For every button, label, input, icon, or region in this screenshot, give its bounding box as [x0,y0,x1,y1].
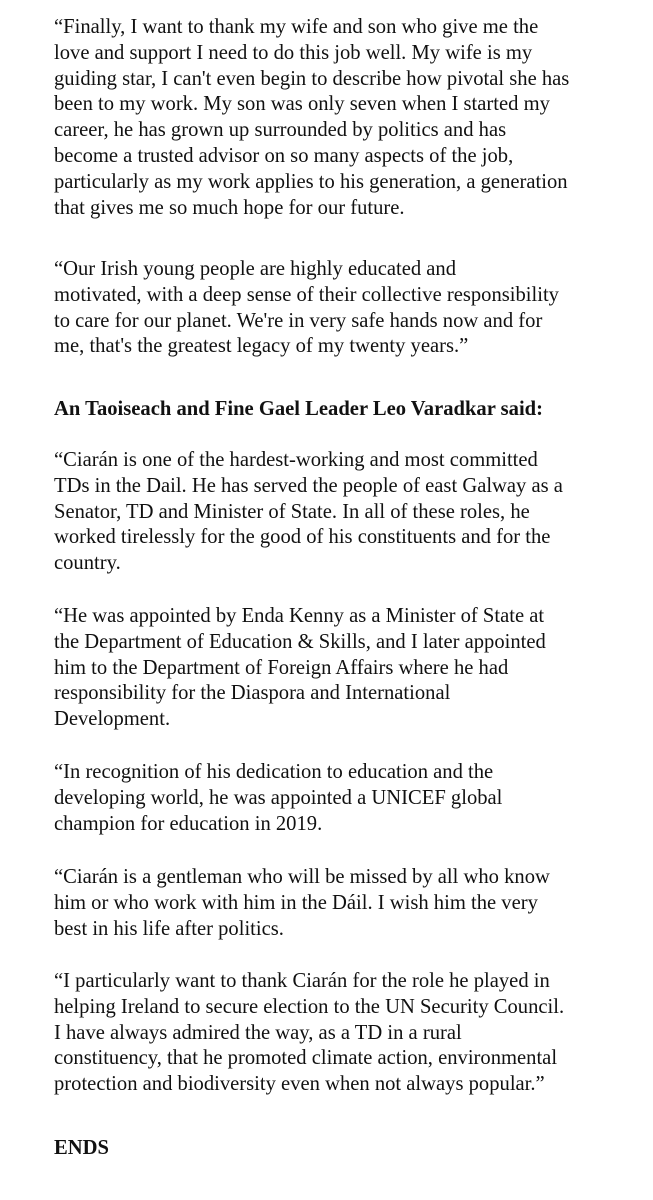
text-line: him to the Department of Foreign Affairs where he had [54,656,509,679]
text-line: “Ciarán is a gentleman who will be missed by all who know [54,866,550,888]
text-line: TDs in the Dail. He has served the people of east Galway as a [54,474,563,497]
section-heading-taoiseach [54,397,629,423]
text-line: guiding star, I can't even begin to describe how pivotal she has [54,67,570,90]
text-line: “In recognition of his dedication to education and the [54,761,494,783]
text-line: love and support I need to do this job well. My wife is my [54,41,533,64]
heading-line: An Taoiseach and Fine Gael Leader Leo Varadkar said: [54,398,543,420]
text-line: career, he has grown up surrounded by politics and has [54,119,507,142]
text-line: become a trusted advisor on so many aspects of the job, [54,144,514,167]
paragraph-hardest-working [54,448,629,577]
paragraph-young-people [54,257,629,360]
text-line: champion for education in 2019. [54,812,323,835]
ends-marker [54,1136,629,1162]
text-line: constituency, that he promoted climate action, environmental [54,1047,558,1070]
paragraph-gentleman [54,865,629,942]
text-line: I have always admired the way, as a TD in a rural [54,1021,462,1044]
text-line: been to my work. My son was only seven when I started my [54,93,550,116]
text-line: him or who work with him in the Dáil. I wish him the very [54,891,538,914]
text-line: protection and biodiversity even when not always popular.” [54,1073,545,1096]
text-line: developing world, he was appointed a UNICEF global [54,786,503,809]
paragraph-appointed-minister [54,604,629,733]
text-line: particularly as my work applies to his generation, a generation [54,170,568,193]
text-line: to care for our planet. We're in very safe hands now and for [54,309,543,332]
text-line: helping Ireland to secure election to the UN Security Council. [54,995,565,1018]
text-line: “He was appointed by Enda Kenny as a Minister of State at [54,605,545,627]
text-line: me, that's the greatest legacy of my twenty years.” [54,335,469,358]
paragraph-thanks-family [54,15,629,221]
text-line: “Our Irish young people are highly educated and [54,258,457,280]
text-line: “I particularly want to thank Ciarán for the role he played in [54,970,550,992]
heading-line: ENDS [54,1137,109,1159]
text-line: the Department of Education & Skills, and I later appointed [54,630,546,653]
text-line: country. [54,552,121,575]
text-line: worked tirelessly for the good of his constituents and for the [54,526,551,549]
text-line: responsibility for the Diaspora and International [54,682,451,705]
text-line: Development. [54,708,171,731]
text-line: “Ciarán is one of the hardest-working and most committed [54,449,538,471]
paragraph-un-security-council [54,969,629,1098]
paragraph-unicef-champion [54,760,629,837]
text-line: motivated, with a deep sense of their collective responsibility [54,283,559,306]
text-line: that gives me so much hope for our future. [54,196,405,219]
text-line: Senator, TD and Minister of State. In all of these roles, he [54,500,530,523]
text-line: “Finally, I want to thank my wife and son who give me the [54,16,539,38]
text-line: best in his life after politics. [54,917,284,940]
